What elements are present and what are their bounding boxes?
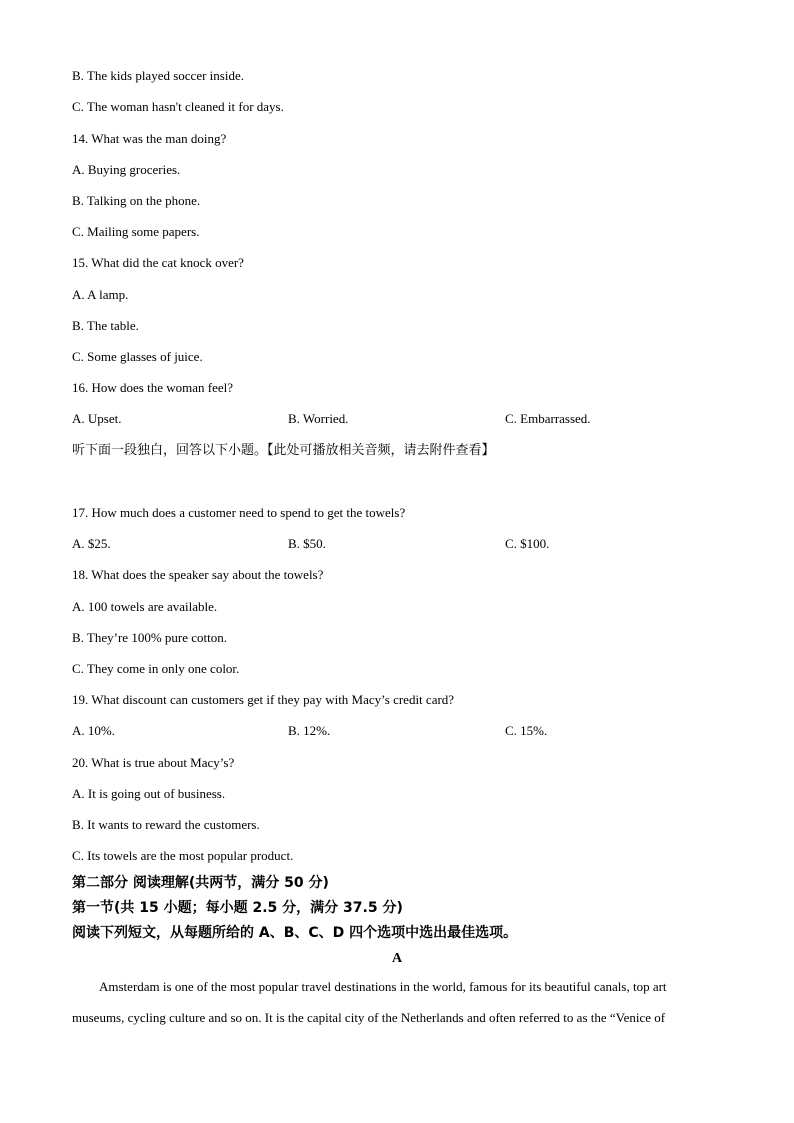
- q15-question: 15. What did the cat knock over?: [72, 255, 244, 270]
- q16-option-b: B. Worried.: [288, 411, 349, 426]
- q17-option-c: C. $100.: [505, 536, 550, 551]
- passage-line-1: Amsterdam is one of the most popular travel destinations in the world, famous for its beautiful canals, top art: [99, 979, 667, 994]
- q15-option-c: C. Some glasses of juice.: [72, 349, 203, 364]
- q19-option-a: A. 10%.: [72, 723, 115, 738]
- q15-option-b: B. The table.: [72, 318, 139, 333]
- q20-option-a: A. It is going out of business.: [72, 786, 226, 801]
- q14-question: 14. What was the man doing?: [72, 131, 227, 146]
- q16-option-a: A. Upset.: [72, 411, 122, 426]
- q17-option-a: A. $25.: [72, 536, 111, 551]
- q16-question: 16. How does the woman feel?: [72, 380, 234, 395]
- q14-option-a: A. Buying groceries.: [72, 162, 181, 177]
- monologue-instruction: 听下面一段独白，回答以下小题。【此处可播放相关音频，请去附件查看】: [72, 443, 495, 458]
- q20-question: 20. What is true about Macy’s?: [72, 755, 235, 770]
- q18-option-c: C. They come in only one color.: [72, 661, 240, 676]
- q17-option-b: B. $50.: [288, 536, 326, 551]
- q19-question: 19. What discount can customers get if they pay with Macy’s credit card?: [72, 692, 455, 707]
- q18-option-a: A. 100 towels are available.: [72, 599, 218, 614]
- section1-heading: 第一节(共 15 小题；每小题 2.5 分，满分 37.5 分): [72, 900, 403, 916]
- q18-question: 18. What does the speaker say about the towels?: [72, 567, 324, 582]
- q19-option-b: B. 12%.: [288, 723, 331, 738]
- q17-question: 17. How much does a customer need to spend to get the towels?: [72, 505, 406, 520]
- q19-option-c: C. 15%.: [505, 723, 548, 738]
- passage-line-2: museums, cycling culture and so on. It is the capital city of the Netherlands and often referred to as the “Venice of: [72, 1010, 666, 1025]
- q20-option-c: C. Its towels are the most popular product.: [72, 848, 294, 863]
- q13-option-b: B. The kids played soccer inside.: [72, 68, 244, 83]
- q13-option-c: C. The woman hasn't cleaned it for days.: [72, 99, 284, 114]
- q16-option-c: C. Embarrassed.: [505, 411, 591, 426]
- reading-instruction: 阅读下列短文，从每题所给的 A、B、C、D 四个选项中选出最佳选项。: [72, 925, 518, 941]
- q14-option-b: B. Talking on the phone.: [72, 193, 201, 208]
- passage-label: A: [391, 951, 403, 966]
- q15-option-a: A. A lamp.: [72, 287, 129, 302]
- part2-heading: 第二部分 阅读理解(共两节，满分 50 分): [72, 875, 329, 891]
- q20-option-b: B. It wants to reward the customers.: [72, 817, 260, 832]
- q14-option-c: C. Mailing some papers.: [72, 224, 200, 239]
- q18-option-b: B. They’re 100% pure cotton.: [72, 630, 227, 645]
